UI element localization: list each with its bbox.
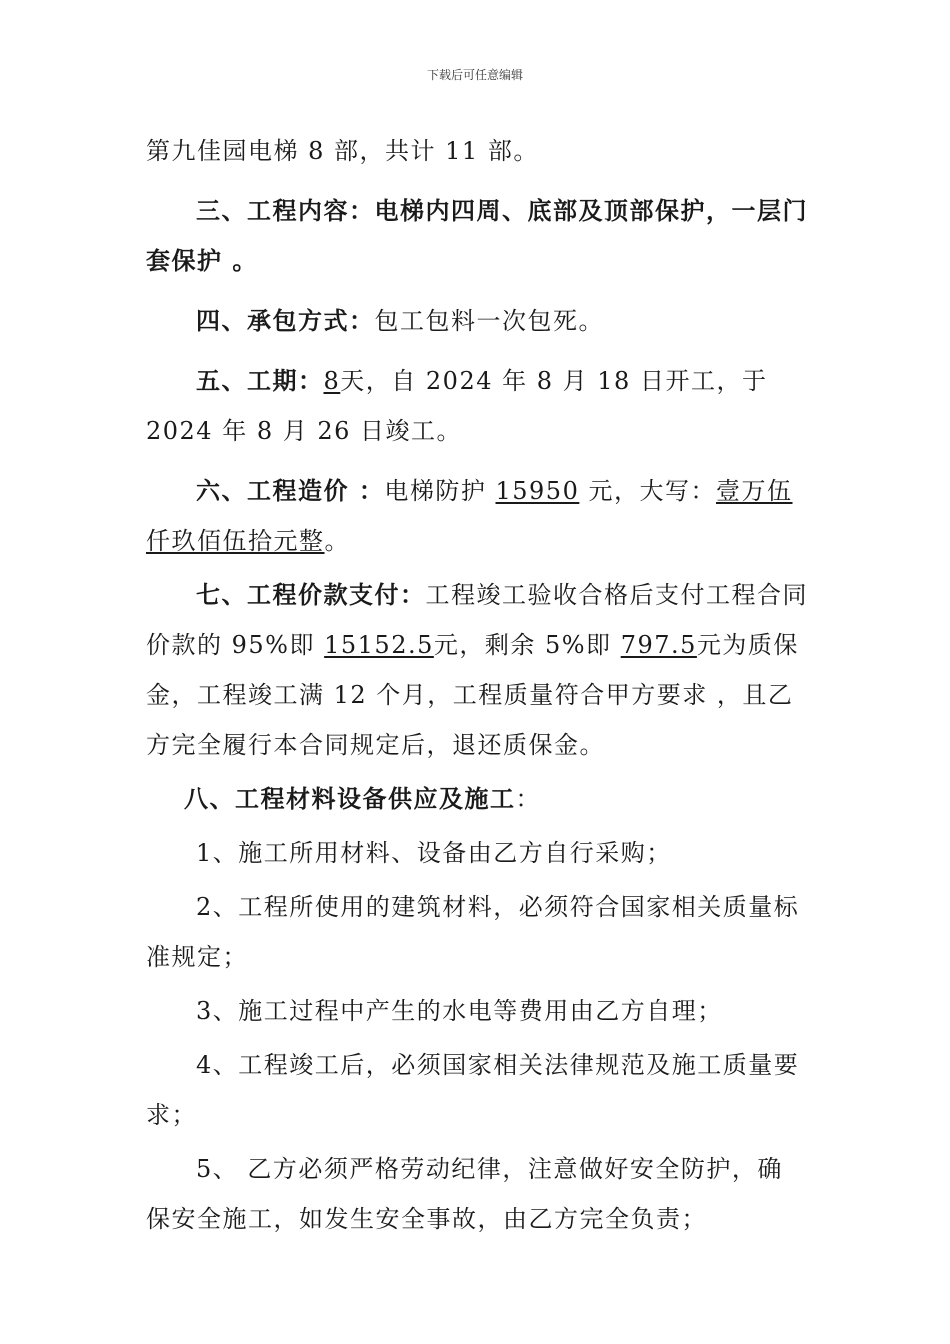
section-6-text-c: 。 bbox=[324, 527, 350, 555]
payment-95-amount: 15152.5 bbox=[324, 631, 434, 659]
section-5-text: 天，自 2024 年 8 月 18 日开工，于 2024 年 8 月 26 日竣工。 bbox=[146, 367, 768, 445]
section-4-contract-type bbox=[146, 296, 808, 346]
section-6-heading: 六、工程造价 ： bbox=[196, 476, 385, 505]
section-6-text-b: 元，大写： bbox=[579, 477, 716, 505]
section-6-text-a: 电梯防护 bbox=[384, 477, 496, 505]
section-5-duration bbox=[146, 356, 808, 456]
section-8-materials bbox=[146, 774, 808, 824]
section-3-scope: 三、工程内容：电梯内四周、底部及顶部保护，一层门套保护 。 bbox=[146, 196, 808, 275]
cost-amount-words: 壹万伍仟玖佰伍拾元整 bbox=[146, 477, 793, 555]
section-7-payment bbox=[146, 570, 808, 770]
section-7-text-b: 元，剩余 5%即 bbox=[433, 631, 621, 659]
list-item-2: 2、工程所使用的建筑材料，必须符合国家相关质量标准规定； bbox=[146, 893, 800, 971]
section-4-heading: 四、承包方式： bbox=[196, 306, 375, 335]
section-5-heading: 五、工期： bbox=[196, 366, 324, 395]
section-7-text-c: 元为质保金，工程竣工满 12 个月，工程质量符合甲方要求 ，且乙方完全履行本合同规定后，退还质保金。 bbox=[146, 631, 799, 759]
list-item-3: 3、施工过程中产生的水电等费用由乙方自理； bbox=[196, 997, 723, 1025]
list-item-4: 4、工程竣工后，必须国家相关法律规范及施工质量要求； bbox=[146, 1051, 800, 1129]
paragraph-elevator-count: 第九佳园电梯 8 部，共计 11 部。 bbox=[146, 137, 539, 165]
section-6-cost bbox=[146, 466, 808, 566]
section-7-text-a: 工程竣工验收合格后支付工程合同价款的 95%即 bbox=[146, 581, 808, 659]
duration-days: 8 bbox=[323, 367, 341, 395]
section-8-heading: 八、工程材料设备供应及施工 bbox=[184, 784, 516, 813]
section-4-text: 包工包料一次包死。 bbox=[374, 307, 604, 335]
list-item-1: 1、施工所用材料、设备由乙方自行采购； bbox=[196, 839, 672, 867]
section-8-colon: ： bbox=[515, 785, 541, 813]
list-item-5: 5、 乙方必须严格劳动纪律，注意做好安全防护，确保安全施工，如发生安全事故，由乙方完全负责； bbox=[146, 1155, 783, 1233]
retention-5-amount: 797.5 bbox=[620, 631, 697, 659]
cost-amount: 15950 bbox=[495, 477, 580, 505]
page-header-note: 下载后可任意编辑 bbox=[426, 68, 523, 82]
document-body bbox=[146, 126, 808, 1244]
section-7-heading: 七、工程价款支付： bbox=[196, 580, 426, 609]
